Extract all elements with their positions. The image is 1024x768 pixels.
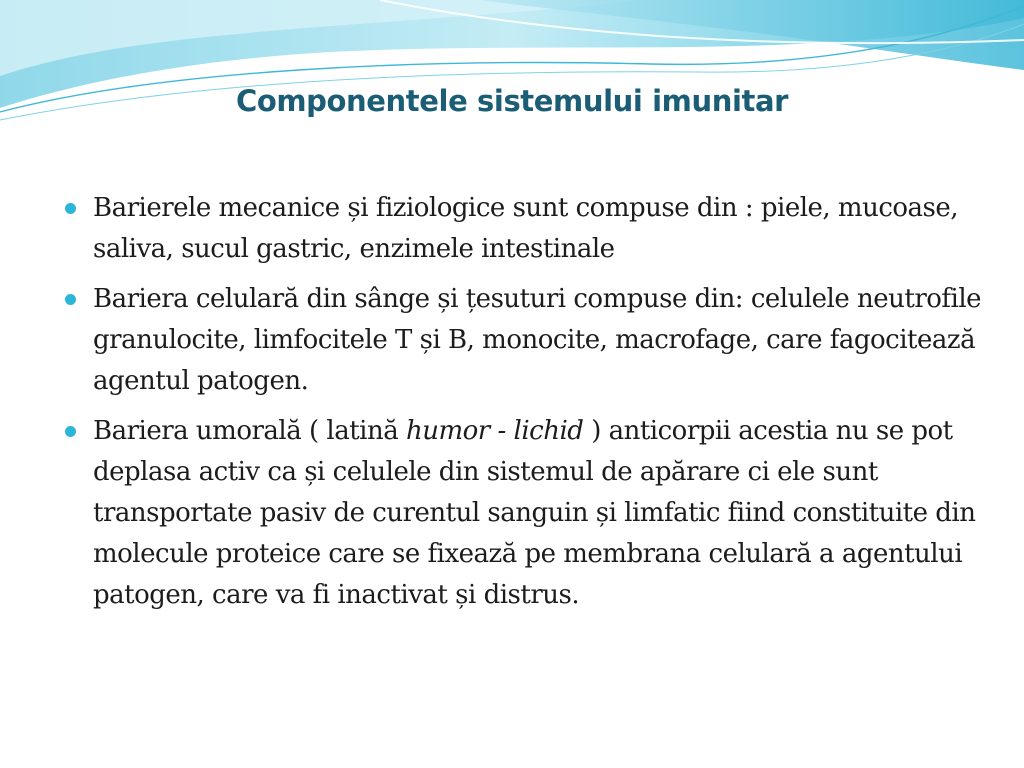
bullet-dot-icon [65,426,76,437]
bullet-list [62,188,982,625]
bullet-text: Barierele mecanice și fiziologice sunt compuse din : piele, mucoase, saliva, sucul gastric, enzimele intestinale [93,193,959,264]
bullet-dot-icon [65,294,76,305]
bullet-text-end: ) anticorpii acestia nu se pot deplasa activ ca și celulele din sistemul de apărare ci ele sunt transportate pasiv de curentul sanguin și limfatic fiind constituite din molecule proteice care se fixează pe membrana celulară a agentului patogen, care va fi inactivat și distrus. [93,416,976,610]
bullet-item-humoral-barrier [62,411,982,616]
bullet-text-start: Bariera umorală ( latină [93,416,406,446]
bullet-text-italic: humor - lichid [406,416,584,446]
bullet-text: Bariera celulară din sânge și țesuturi compuse din: celulele neutrofile granulocite, limfocitele T și B, monocite, macrofage, care fagocitează agentul patogen. [93,284,982,396]
bullet-dot-icon [65,203,76,214]
bullet-item-mechanical-barriers [62,188,982,270]
slide-title: Componentele sistemului imunitar [235,84,789,118]
bullet-item-cellular-barrier [62,279,982,402]
